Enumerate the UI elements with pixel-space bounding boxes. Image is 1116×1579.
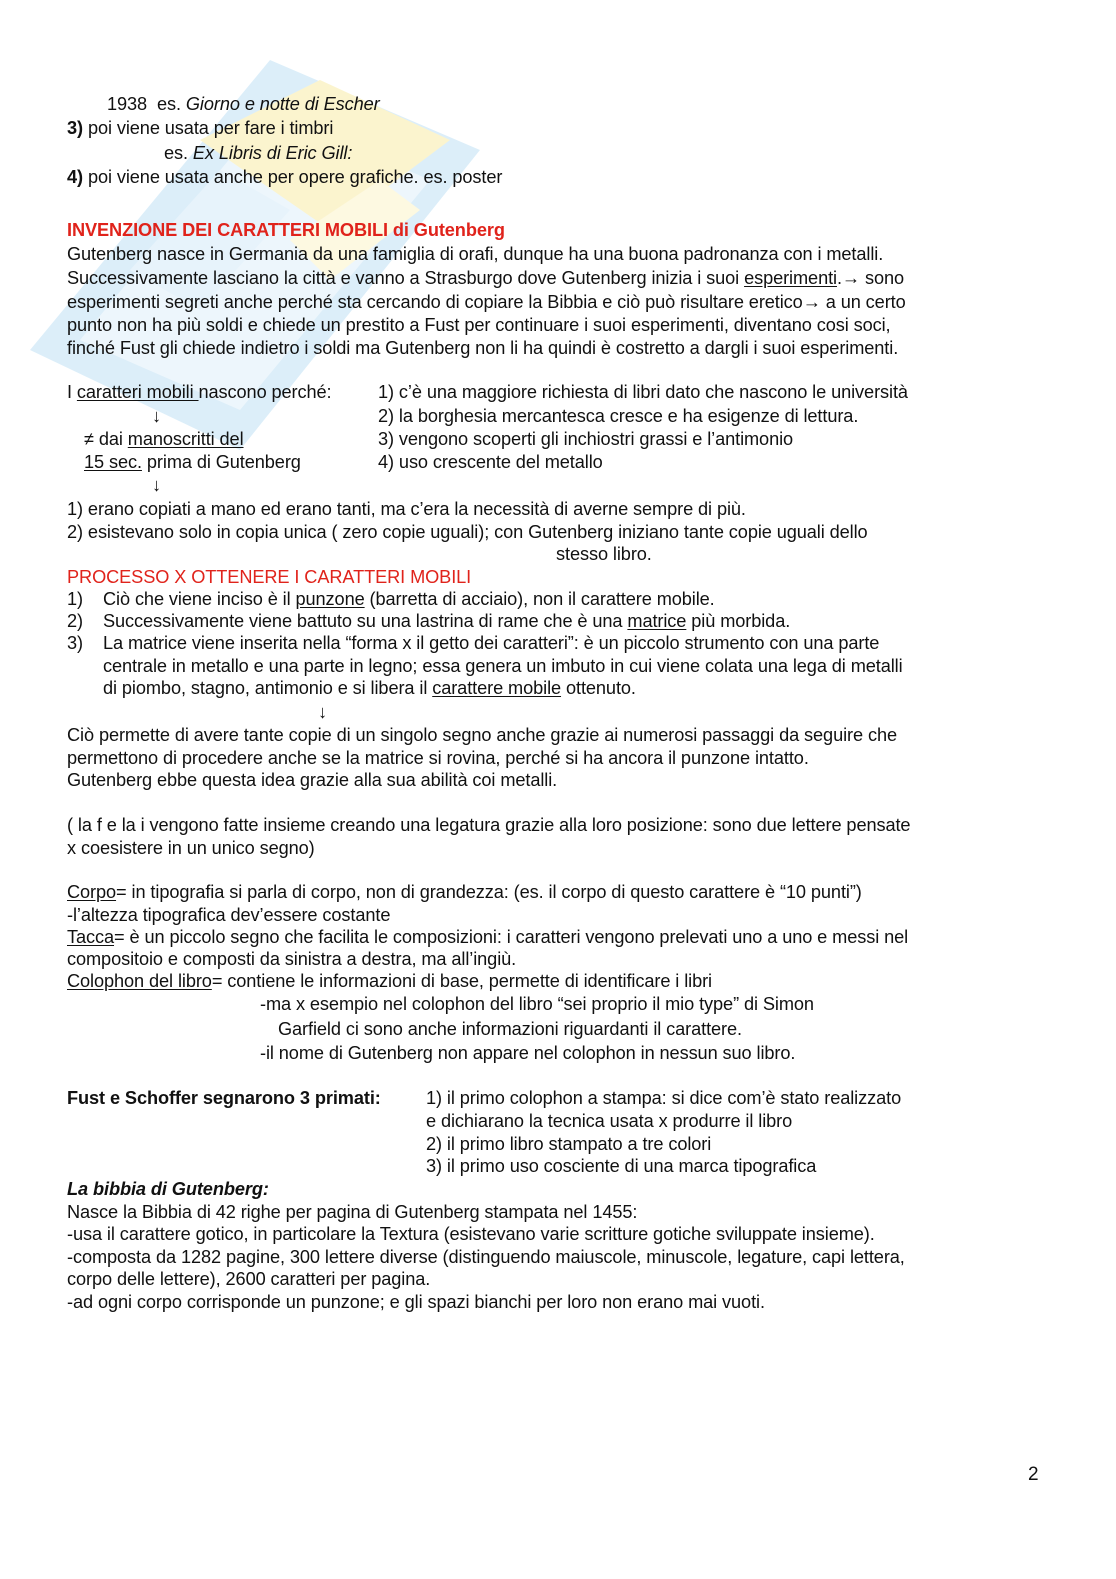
underlined-term: esperimenti (744, 268, 837, 288)
term-tacca (67, 926, 908, 948)
artwork-title: Ex Libris di Eric Gill: (192, 143, 353, 163)
text-run: Ciò che viene inciso è il (103, 589, 296, 609)
colophon-sub-line: -ma x esempio nel colophon del libro “sei proprio il mio type” di Simon (260, 994, 814, 1014)
consequence-1: 1) erano copiati a mano ed erano tanti, ma c’era la necessità di averne sempre di più. (67, 499, 746, 519)
item-number: 4) (67, 167, 83, 187)
consequence-2-cont: stesso libro. (556, 544, 652, 564)
bibbia-line: -ad ogni corpo corrisponde un punzone; e gli spazi bianchi per loro non erano mai vuoti. (67, 1292, 765, 1312)
process-step-1-num: 1) (67, 589, 83, 609)
text-run: più morbida. (686, 611, 791, 631)
text-run: I (67, 382, 77, 402)
primato-item: 1) il primo colophon a stampa: si dice com’è stato realizzato (426, 1088, 902, 1108)
process-step-2-num: 2) (67, 611, 83, 631)
primato-item: e dichiarano la tecnica usata x produrre il libro (426, 1111, 793, 1131)
term-definition: = contiene le informazioni di base, permette di identificare i libri (211, 971, 712, 991)
reason-item-4: 4) uso crescente del metallo (378, 452, 603, 472)
page-number: 2 (1028, 1464, 1039, 1485)
item-number: 3) (67, 118, 83, 138)
bibbia-line: Nasce la Bibbia di 42 righe per pagina di Gutenberg stampata nel 1455: (67, 1202, 638, 1222)
term-tacca-cont: compositoio e composti da sinistra a destra, ma all’ingiù. (67, 949, 517, 969)
process-step-2 (103, 610, 790, 632)
process-step-3-line: centrale in metallo e una parte in legno; essa genera un imbuto in cui viene colata una lega di metalli (103, 656, 903, 676)
term-label: Tacca (67, 927, 115, 947)
term-definition: = in tipografia si parla di corpo, non di grandezza: (es. il corpo di questo carattere è “10 punti”) (116, 882, 862, 902)
underlined-term: 15 sec. (84, 452, 142, 472)
text-run: ottenuto. (561, 678, 636, 698)
down-arrow-icon: ↓ (318, 702, 327, 722)
term-label: Colophon del libro (67, 971, 212, 991)
underlined-term: punzone (295, 589, 365, 609)
text-run: di piombo, stagno, antimonio e si libera il (103, 678, 433, 698)
ligature-note-line: ( la f e la i vengono fatte insieme creando una legatura grazie alla loro posizione: sono due lettere pensate (67, 815, 911, 835)
item-text: poi viene usata per fare i timbri (87, 118, 334, 138)
consequence-2: 2) esistevano solo in copia unica ( zero copie uguali); con Gutenberg iniziano tante copie uguali dello (67, 522, 868, 542)
intro-item-3 (67, 117, 333, 139)
process-heading: PROCESSO X OTTENERE I CARATTERI MOBILI (67, 567, 472, 587)
intro-item-3-example (164, 142, 352, 164)
intro-item-4 (67, 166, 502, 188)
colophon-sub-line: -il nome di Gutenberg non appare nel colophon in nessun suo libro. (260, 1043, 796, 1063)
invention-paragraph-line: finché Fust gli chiede indietro i soldi ma Gutenberg non li ha quindi è costretto a dargli i suoi esperimenti. (67, 338, 899, 358)
process-step-3-line (103, 677, 636, 699)
es-label: es. (164, 143, 188, 163)
text-run: (barretta di acciaio), non il carattere mobile. (364, 589, 715, 609)
reasons-lead (67, 381, 332, 403)
underlined-term: carattere mobile (432, 678, 562, 698)
primato-item: 2) il primo libro stampato a tre colori (426, 1134, 712, 1154)
primati-lead: Fust e Schoffer segnarono 3 primati: (67, 1088, 381, 1108)
intro-line-1938 (107, 93, 380, 115)
underlined-term: manoscritti del (127, 429, 244, 449)
text-run: .→ sono (836, 268, 905, 288)
reason-item-2: 2) la borghesia mercantesca cresce e ha esigenze di lettura. (378, 406, 859, 426)
text-run: nascono perché: (198, 382, 332, 402)
bibbia-line: -usa il carattere gotico, in particolare la Textura (esistevano varie scritture gotiche sviluppate insieme). (67, 1224, 875, 1244)
process-step-3-num: 3) (67, 633, 83, 653)
invention-paragraph-line: Gutenberg nasce in Germania da una famiglia di orafi, dunque ha una buona padronanza con i metalli. (67, 244, 884, 264)
reason-item-1: 1) c’è una maggiore richiesta di libri dato che nascono le università (378, 382, 908, 402)
underlined-term: caratteri mobili (76, 382, 199, 402)
item-text: poi viene usata anche per opere grafiche. es. poster (87, 167, 503, 187)
reason-item-3: 3) vengono scoperti gli inchiostri grassi e l’antimonio (378, 429, 794, 449)
artwork-title: Giorno e notte di Escher (185, 94, 380, 114)
difference-note (84, 428, 244, 450)
invention-paragraph-line: esperimenti segreti anche perché sta cercando di copiare la Bibbia e ciò può risultare eretico→ a un certo (67, 292, 906, 312)
bibbia-heading: La bibbia di Gutenberg: (67, 1179, 269, 1199)
not-equal-symbol: ≠ dai (84, 429, 128, 449)
year-text: 1938 (107, 94, 148, 114)
term-label: Corpo (67, 882, 117, 902)
process-result-line: permettono di procedere anche se la matrice si rovina, perché si ha ancora il punzone intatto. (67, 748, 809, 768)
bibbia-line: corpo delle lettere), 2600 caratteri per pagina. (67, 1269, 431, 1289)
primato-item: 3) il primo uso cosciente di una marca tipografica (426, 1156, 817, 1176)
down-arrow-icon: ↓ (152, 475, 161, 495)
term-altezza: -l’altezza tipografica dev’essere costante (67, 905, 391, 925)
ligature-note-line: x coesistere in un unico segno) (67, 838, 315, 858)
down-arrow-icon: ↓ (152, 406, 161, 426)
term-colophon (67, 970, 712, 992)
text-run: Successivamente lasciano la città e vanno a Strasburgo dove Gutenberg inizia i suoi (67, 268, 745, 288)
term-definition: = è un piccolo segno che facilita le composizioni: i caratteri vengono prelevati uno a uno e messi nel (114, 927, 909, 947)
colophon-sub-line: Garfield ci sono anche informazioni riguardanti il carattere. (278, 1019, 742, 1039)
text-run: prima di Gutenberg (141, 452, 301, 472)
difference-note-2 (84, 451, 301, 473)
invention-paragraph-line (67, 267, 904, 289)
process-result-line: Gutenberg ebbe questa idea grazie alla sua abilità coi metalli. (67, 770, 558, 790)
invention-paragraph-line: punto non ha più soldi e chiede un prestito a Fust per continuare i suoi esperimenti, diventano cosi soci, (67, 315, 891, 335)
process-step-3-line: La matrice viene inserita nella “forma x il getto dei caratteri”: è un piccolo strumento con una parte (103, 633, 880, 653)
process-step-1 (103, 588, 715, 610)
underlined-term: matrice (627, 611, 687, 631)
bibbia-line: -composta da 1282 pagine, 300 lettere diverse (distinguendo maiuscole, minuscole, legature, capi lettera, (67, 1247, 905, 1267)
process-result-line: Ciò permette di avere tante copie di un singolo segno anche grazie ai numerosi passaggi da seguire che (67, 725, 897, 745)
es-label: es. (156, 94, 181, 114)
text-run: Successivamente viene battuto su una lastrina di rame che è una (103, 611, 628, 631)
invention-heading: INVENZIONE DEI CARATTERI MOBILI di Gutenberg (67, 220, 505, 240)
term-corpo (67, 881, 862, 903)
